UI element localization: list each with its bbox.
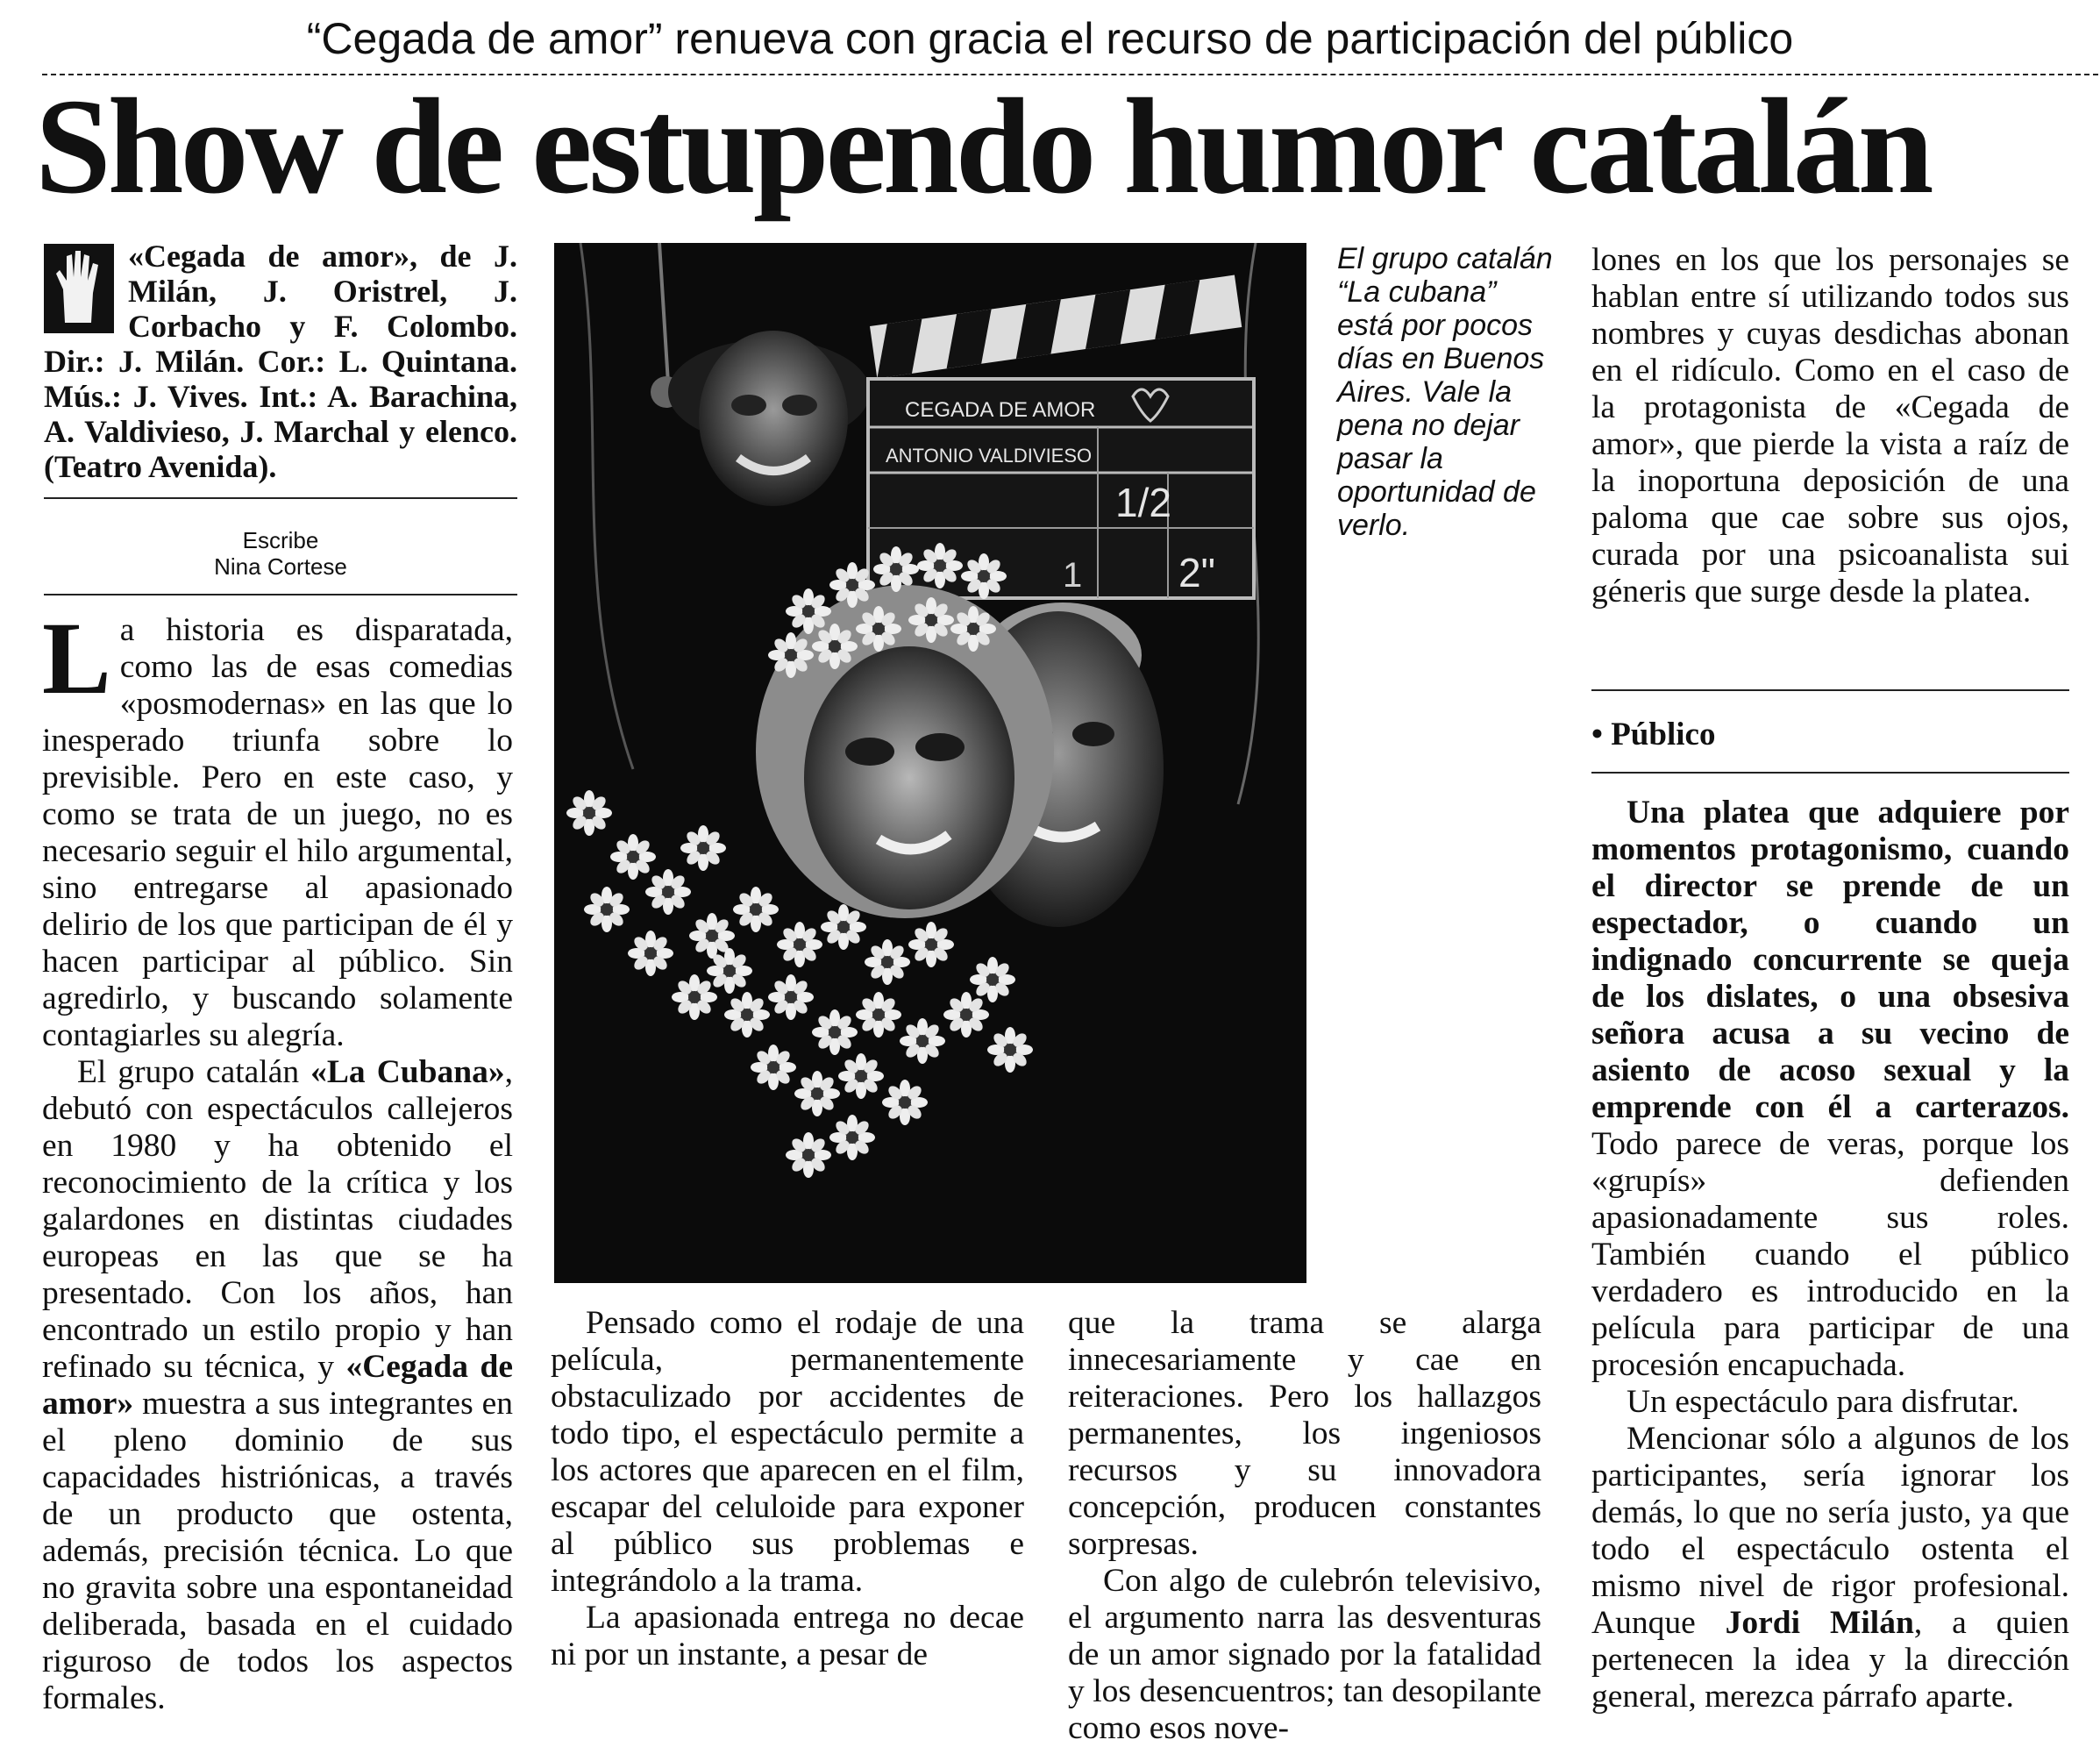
clapper-name: ANTONIO VALDIVIESO (886, 445, 1093, 467)
credits-text: «Cegada de amor», de J. Milán, J. Oristrel, J. Corbacho y F. Colombo. Dir.: J. Milán. Cor.: L. Quintana. Mús.: J. Vives. Int.: A. Barachina, A. Valdivieso, J. Marchal y elenco. (Teatro Avenida). (44, 239, 517, 484)
column-4 (1591, 242, 2069, 610)
byline-label: Escribe (242, 527, 319, 553)
byline (44, 527, 517, 580)
credits-divider (44, 497, 517, 499)
hand-icon (44, 244, 114, 333)
paragraph: Pensado como el rodaje de una película, permanentemente obstaculizado por accidentes de todo tipo, el espectáculo permite a los actores que aparecen en el film, escapar del celuloide para exponer al público sus problemas e integrándolo a la trama. (551, 1305, 1024, 1599)
section-subhead: • Público (1591, 717, 1716, 752)
paragraph: Con algo de culebrón televisivo, el argumento narra las desventuras de un amor signado por la fatalidad y los desencuentros; tan desopilante como esos nove- (1068, 1563, 1541, 1746)
article-headline: Show de estupendo humor catalán (35, 70, 1931, 222)
byline-author: Nina Cortese (214, 553, 347, 580)
clapper-number: 1/2 (1115, 480, 1171, 525)
photo-caption: El grupo catalán “La cubana” está por pocos días en Buenos Aires. Vale la pena no dejar pasar la oportunidad de verlo. (1337, 242, 1553, 542)
paragraph: La historia es disparatada, como las de esas comedias «posmodernas» en las que lo inesperado triunfa sobre lo previsible. Pero en este caso, y como se trata de un juego, no es necesario seguir el hilo argumental, sino entregarse al apasionado delirio de los que participan de él y hacen participar al público. Sin agredirlo, y buscando solamente contagiarles su alegría. (42, 601, 513, 1053)
paragraph: El grupo catalán «La Cubana», debutó con espectáculos callejeros en 1980 y ha obtenido el reconocimiento de la crítica y los galardones en distintas ciudades europeas en las que se ha presentado. Con los años, han encontrado un estilo propio y han refinado su técnica, y «Cegada de amor» muestra a sus integrantes en el pleno dominio de sus capacidades histriónicas, a través de un producto que ostenta, además, precisión técnica. Lo que no gravita sobre una espontaneidad deliberada, basada en el cuidado riguroso de todos los aspectos formales. (42, 1054, 513, 1716)
section-divider (1591, 772, 2069, 774)
column-3 (1068, 1305, 1541, 1747)
paragraph: Un espectáculo para disfrutar. (1627, 1384, 2019, 1420)
column-4-continued (1591, 795, 2069, 1715)
paragraph: lones en los que los personajes se hablan entre sí utilizando todos sus nombres y cuyas desdichas abonan en el ridículo. Como en el caso de la protagonista de «Cegada de amor», que pierde la vista a raíz de la inoportuna deposición de una paloma que cae sobre sus ojos, curada por una psicoanalista sui géneris que surge desde la platea. (1591, 242, 2069, 610)
show-credits (44, 239, 517, 484)
article-photo (554, 243, 1306, 1283)
clapper-number: 1 (1063, 556, 1083, 595)
clapper-number: 2" (1178, 550, 1215, 595)
clapper-title: CEGADA DE AMOR (905, 398, 1096, 422)
section-divider (1591, 689, 2069, 691)
paragraph: que la trama se alarga innecesariamente y cae en reiteraciones. Pero los hallazgos permanentes, los ingeniosos recursos y su innovadora concepción, producen constantes sorpresas. (1068, 1305, 1541, 1562)
drop-cap: L (42, 601, 111, 716)
paragraph: Mencionar sólo a algunos de los participantes, sería ignorar los demás, lo que no sería justo, ya que todo el espectáculo ostenta el mismo nivel de rigor profesional. Aunque Jordi Milán, a quien pertenecen la idea y la dirección general, merezca párrafo aparte. (1591, 1421, 2069, 1715)
paragraph: Una platea que adquiere por momentos protagonismo, cuando el director se prende de un espectador, o cuando un indignado concurrente se queja de los dislates, o una obsesiva señora acusa a su vecino de asiento de acoso sexual y la emprende con él a carterazos. Todo parece de veras, porque los «grupís» defienden apasionadamente sus roles. También cuando el público verdadero es introducido en la película para participar de una procesión encapuchada. (1591, 795, 2069, 1383)
article-kicker: “Cegada de amor” renueva con gracia el recurso de participación del público (306, 14, 1794, 63)
column-1 (42, 601, 513, 1717)
byline-divider (44, 594, 517, 595)
paragraph: La apasionada entrega no decae ni por un instante, a pesar de (551, 1600, 1024, 1672)
column-2 (551, 1305, 1024, 1673)
